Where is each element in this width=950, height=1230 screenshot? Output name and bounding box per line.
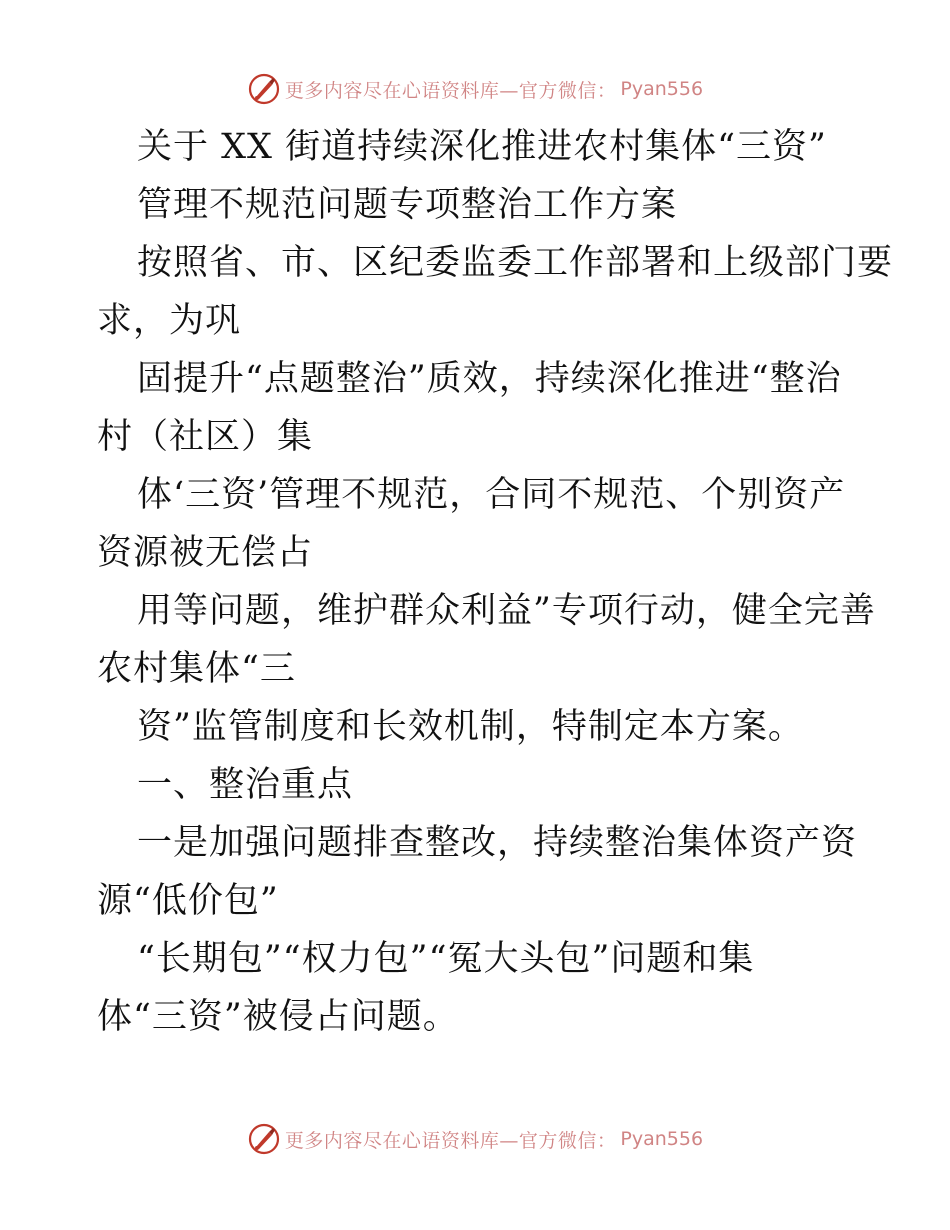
text-line: 资源被无偿占 xyxy=(97,533,314,573)
text-line: 源“低价包” xyxy=(97,881,279,921)
text-line: 管理不规范问题专项整治工作方案 xyxy=(137,185,678,225)
watermark-text: 更多内容尽在心语资料库—官方微信： xyxy=(284,79,617,102)
text-line: 一、整治重点 xyxy=(137,765,354,805)
text-line: 资”监管制度和长效机制，特制定本方案。 xyxy=(137,707,804,747)
text-line: 农村集体“三 xyxy=(97,649,296,689)
brush-pen-logo-icon xyxy=(247,72,281,106)
text-line: 求，为巩 xyxy=(97,301,242,341)
header-watermark xyxy=(0,72,950,106)
text-line: 关于 XX 街道持续深化推进农村集体“三资” xyxy=(137,127,827,167)
brush-pen-logo-icon xyxy=(247,1122,281,1156)
watermark-wechat-id: Pyan556 xyxy=(620,78,704,100)
footer-watermark xyxy=(0,1122,950,1156)
document-body xyxy=(97,118,894,1046)
text-line: 体‘三资’管理不规范，合同不规范、个别资产 xyxy=(137,475,846,515)
text-line: 固提升“点题整治”质效，持续深化推进“整治 xyxy=(137,359,842,399)
text-line: 按照省、市、区纪委监委工作部署和上级部门要 xyxy=(137,243,894,283)
text-line: “长期包”“权力包”“冤大头包”问题和集 xyxy=(137,939,755,979)
watermark-wechat-id: Pyan556 xyxy=(620,1128,704,1150)
text-line: 用等问题，维护群众利益”专项行动，健全完善 xyxy=(137,591,876,631)
text-line: 体“三资”被侵占问题。 xyxy=(97,997,459,1037)
watermark-text: 更多内容尽在心语资料库—官方微信： xyxy=(284,1129,617,1152)
text-line: 村（社区）集 xyxy=(97,417,314,457)
text-line: 一是加强问题排查整改，持续整治集体资产资 xyxy=(137,823,858,863)
